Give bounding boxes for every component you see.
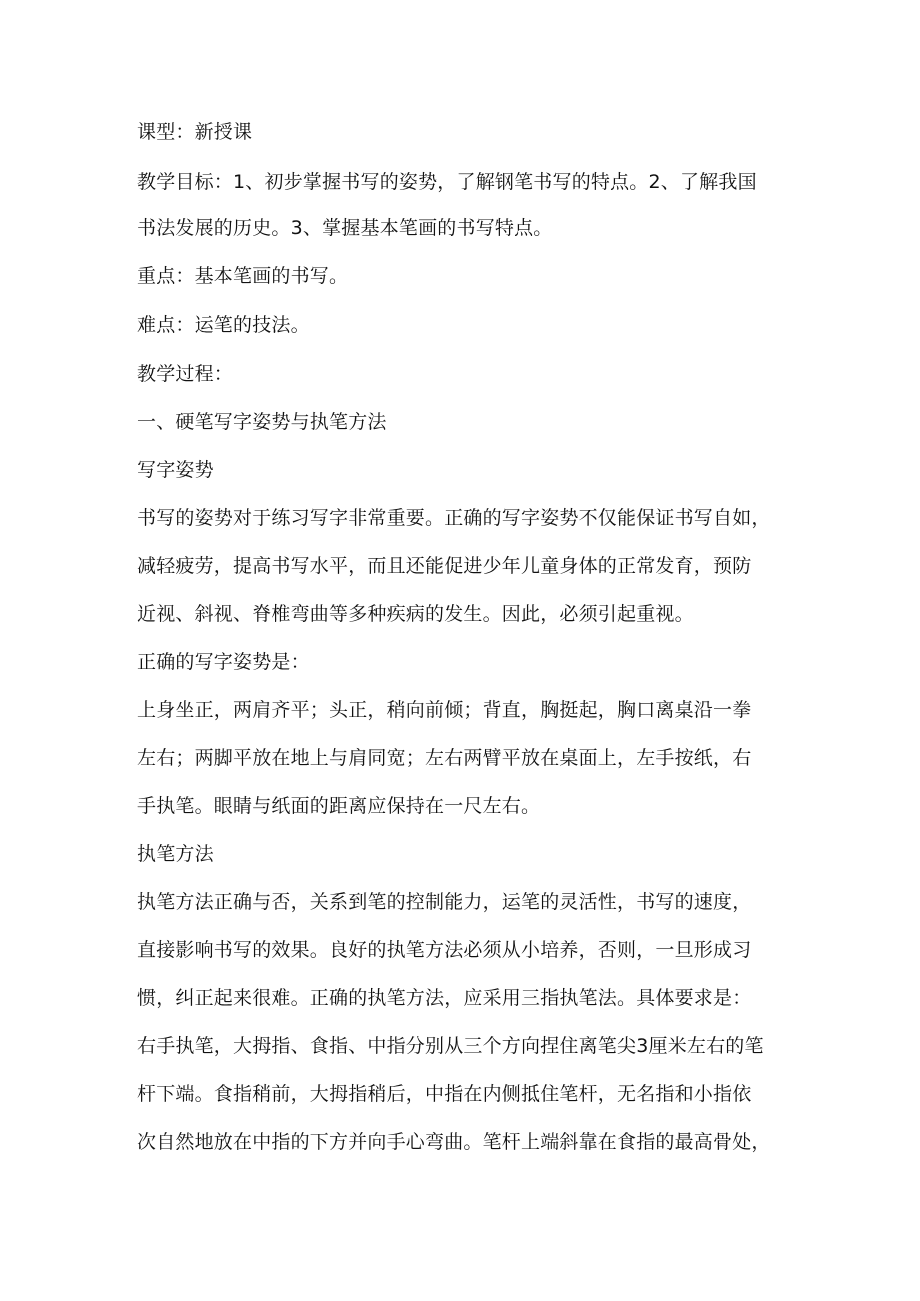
teaching-process-heading: 教学过程： [137, 363, 234, 385]
difficulty-line: 难点：运笔的技法。 [137, 314, 310, 336]
paragraph-pen-holding-line-2: 直接影响书写的效果。良好的执笔方法必须从小培养，否则，一旦形成习 [137, 939, 752, 961]
paragraph-pen-holding-line-6: 次自然地放在中指的下方并向手心弯曲。笔杆上端斜靠在食指的最高骨处， [137, 1131, 771, 1153]
paragraph-posture-line-3: 近视、斜视、脊椎弯曲等多种疾病的发生。因此，必须引起重视。 [137, 603, 694, 625]
paragraph-pen-holding-line-3: 惯，纠正起来很难。正确的执笔方法，应采用三指执笔法。具体要求是： [137, 987, 752, 1009]
subheading-writing-posture: 写字姿势 [137, 459, 214, 481]
paragraph-pen-holding-line-4: 右手执笔，大拇指、食指、中指分别从三个方向捏住离笔尖3厘米左右的笔 [137, 1035, 764, 1057]
paragraph-correct-posture-line-2: 左右；两脚平放在地上与肩同宽；左右两臂平放在桌面上，左手按纸，右 [137, 747, 752, 769]
section-heading-1: 一、硬笔写字姿势与执笔方法 [137, 411, 387, 433]
paragraph-correct-posture-line-1: 上身坐正，两肩齐平；头正，稍向前倾；背直，胸挺起，胸口离桌沿一拳 [137, 699, 752, 721]
course-type-line: 课型：新授课 [137, 121, 253, 143]
paragraph-correct-posture-line-3: 手执笔。眼睛与纸面的距离应保持在一尺左右。 [137, 795, 541, 817]
paragraph-posture-line-2: 减轻疲劳，提高书写水平，而且还能促进少年儿童身体的正常发育，预防 [137, 555, 752, 577]
teaching-goals-line-1: 教学目标：1、初步掌握书写的姿势，了解钢笔书写的特点。2、了解我国 [137, 171, 757, 193]
paragraph-pen-holding-line-5: 杆下端。食指稍前，大拇指稍后，中指在内侧抵住笔杆，无名指和小指依 [137, 1083, 752, 1105]
teaching-goals-line-2: 书法发展的历史。3、掌握基本笔画的书写特点。 [137, 217, 553, 239]
subheading-pen-holding: 执笔方法 [137, 843, 214, 865]
paragraph-posture-line-1: 书写的姿势对于练习写字非常重要。正确的写字姿势不仅能保证书写自如， [137, 507, 771, 529]
key-point-line: 重点：基本笔画的书写。 [137, 265, 349, 287]
paragraph-pen-holding-line-1: 执笔方法正确与否，关系到笔的控制能力，运笔的灵活性，书写的速度， [137, 891, 752, 913]
correct-posture-heading: 正确的写字姿势是： [137, 651, 310, 673]
